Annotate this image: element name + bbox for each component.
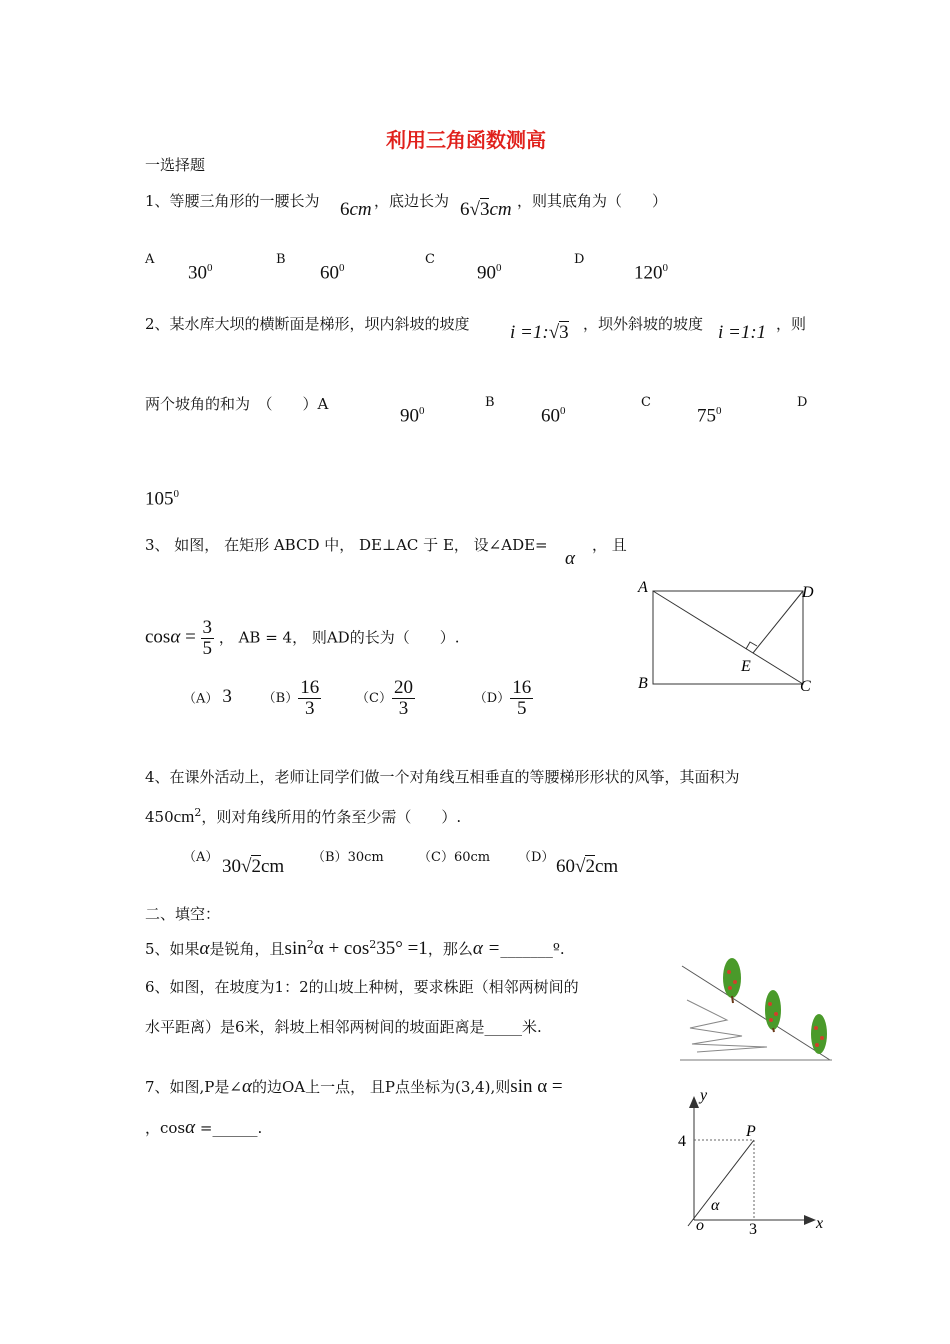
label-p: P: [746, 1123, 756, 1140]
q4-line2: $450cm^2$，则对角线所用的竹条至少需（ ）.: [145, 806, 462, 826]
q7-blank[interactable]: ______: [212, 1119, 258, 1137]
q1-text-a: 1、等腰三角形的一腰长为: [145, 192, 320, 210]
diagonal-ac: [653, 591, 803, 684]
q4-opt-c: （C）60cm: [418, 850, 491, 865]
ray-oa: [688, 1140, 754, 1226]
q2-text-b: ，坝外斜坡的坡度: [583, 315, 704, 333]
q6-line1: 6、如图，在坡度为1：2的山坡上种树，要求株距（相邻两树间的: [145, 978, 579, 996]
q3-opt-c-frac: $\frac{20}{3}$: [393, 677, 413, 719]
q3-frac: $\frac{3}{5}$: [202, 617, 213, 659]
q1-opt-a-label: A: [145, 252, 155, 267]
q4-opt-a-value: 30√2cm: [222, 856, 285, 877]
label-four: 4: [678, 1133, 686, 1150]
label-y: y: [700, 1087, 708, 1104]
q1-opt-c-label: C: [425, 252, 435, 267]
tree-1: [723, 958, 741, 1003]
q1-opt-b-value: $60^0$: [320, 262, 345, 284]
label-c: C: [800, 678, 811, 695]
q4-line1: 4、在课外活动上，老师让同学们做一个对角线互相垂直的等腰梯形形状的风筝，其面积为: [145, 768, 740, 786]
q2-slope-outer: i =1:1: [718, 322, 767, 343]
q3-stem: 3、 如图， 在矩形 ABCD 中， DE⊥AC 于 E， 设∠ADE=: [145, 536, 548, 554]
q2-opt-d-label: D: [797, 395, 808, 410]
q1-opt-b-label: B: [276, 252, 286, 267]
q1-leg-length: 6cm: [340, 199, 372, 220]
q4-opt-b: （B）30cm: [312, 850, 384, 865]
q1-opt-c-value: $90^0$: [477, 262, 502, 284]
q1-opt-a-value: $30^0$: [188, 262, 213, 284]
q7-line1: 7、如图,P是∠α的边OA上一点， 且P点坐标为(3,4),则sin α =: [145, 1076, 563, 1097]
q3-opt-b-frac: $\frac{16}{3}$: [300, 677, 320, 719]
q7-line2: ，cosα =______.: [145, 1117, 263, 1138]
q1-base-length: 6√3cm: [460, 199, 512, 220]
q6-slope-figure: [672, 948, 842, 1066]
q1-stem: [145, 190, 320, 211]
segment-de: [753, 591, 803, 653]
q1-opt-d-value: $120^0$: [634, 262, 668, 284]
q3-opt-d-frac: $\frac{16}{5}$: [512, 677, 532, 719]
label-e: E: [741, 658, 751, 675]
q2-opt-a-value: $90^0$: [400, 405, 425, 427]
q3-rectangle-figure: [630, 570, 830, 700]
q2-slope-inner: i =1:√3: [510, 322, 569, 343]
right-angle-mark: [746, 642, 757, 649]
x-axis-arrow: [804, 1215, 816, 1225]
q4-opt-d-value: 60√2cm: [556, 856, 619, 877]
label-b: B: [638, 675, 648, 692]
label-three: 3: [749, 1221, 757, 1238]
q2-opt-b-value: $60^0$: [541, 405, 566, 427]
q3-condition: cosα = $\frac{3}{5}$ ， AB = 4， 则AD的长为（ ）.: [145, 617, 460, 659]
label-a: A: [638, 579, 648, 596]
q3-alpha: α: [565, 548, 575, 569]
tree-3: [811, 1014, 827, 1054]
q6-blank[interactable]: _____: [484, 1018, 523, 1036]
q7-coordinate-figure: [670, 1080, 840, 1240]
q1-opt-d-label: D: [574, 252, 585, 267]
q5-line: 5、如果α是锐角，且$\sin^2\alpha + \cos^235^\circ =1$，那么α =_______º.: [145, 938, 565, 959]
q1-text-b: ，底边长为: [374, 192, 450, 210]
q2-opt-c-value: $75^0$: [697, 405, 722, 427]
q2-opt-d-value: $105^0$: [145, 488, 179, 510]
q2-line2: 两个坡角的和为 （ ）A: [145, 395, 329, 413]
tree-2: [765, 990, 781, 1032]
q3-options: （A） 3 （B） $\frac{16}{3}$ （C） $\frac{20}{3}$ （D） $\frac{16}{5}$: [183, 677, 532, 719]
q4-opt-a-label: （A）: [183, 850, 219, 865]
q4-opt-d-label: （D）: [518, 850, 555, 865]
q2-text-c: ，则: [776, 315, 807, 333]
q5-blank[interactable]: _______: [500, 940, 553, 958]
q3-stem-end: ， 且: [592, 536, 627, 554]
label-d: D: [802, 584, 814, 601]
page-title: 利用三角函数测高: [386, 128, 546, 152]
label-o: o: [696, 1217, 704, 1234]
q2-opt-b-label: B: [485, 395, 495, 410]
y-axis-arrow: [689, 1096, 699, 1108]
label-x: x: [816, 1215, 824, 1232]
section-fill-heading: 二、填空：: [145, 905, 221, 923]
slope-line: [682, 966, 830, 1060]
q2-opt-c-label: C: [641, 395, 651, 410]
q2-text-a: 2、某水库大坝的横断面是梯形，坝内斜坡的坡度: [145, 315, 470, 333]
hill-sketch: [687, 1000, 767, 1052]
label-alpha: α: [711, 1197, 720, 1214]
q6-line2: 水平距离）是6米，斜坡上相邻两树间的坡面距离是_____米.: [145, 1018, 542, 1036]
section-choice-heading: 一选择题: [145, 156, 206, 174]
q1-text-c: ，则其底角为（ ）: [517, 192, 668, 210]
